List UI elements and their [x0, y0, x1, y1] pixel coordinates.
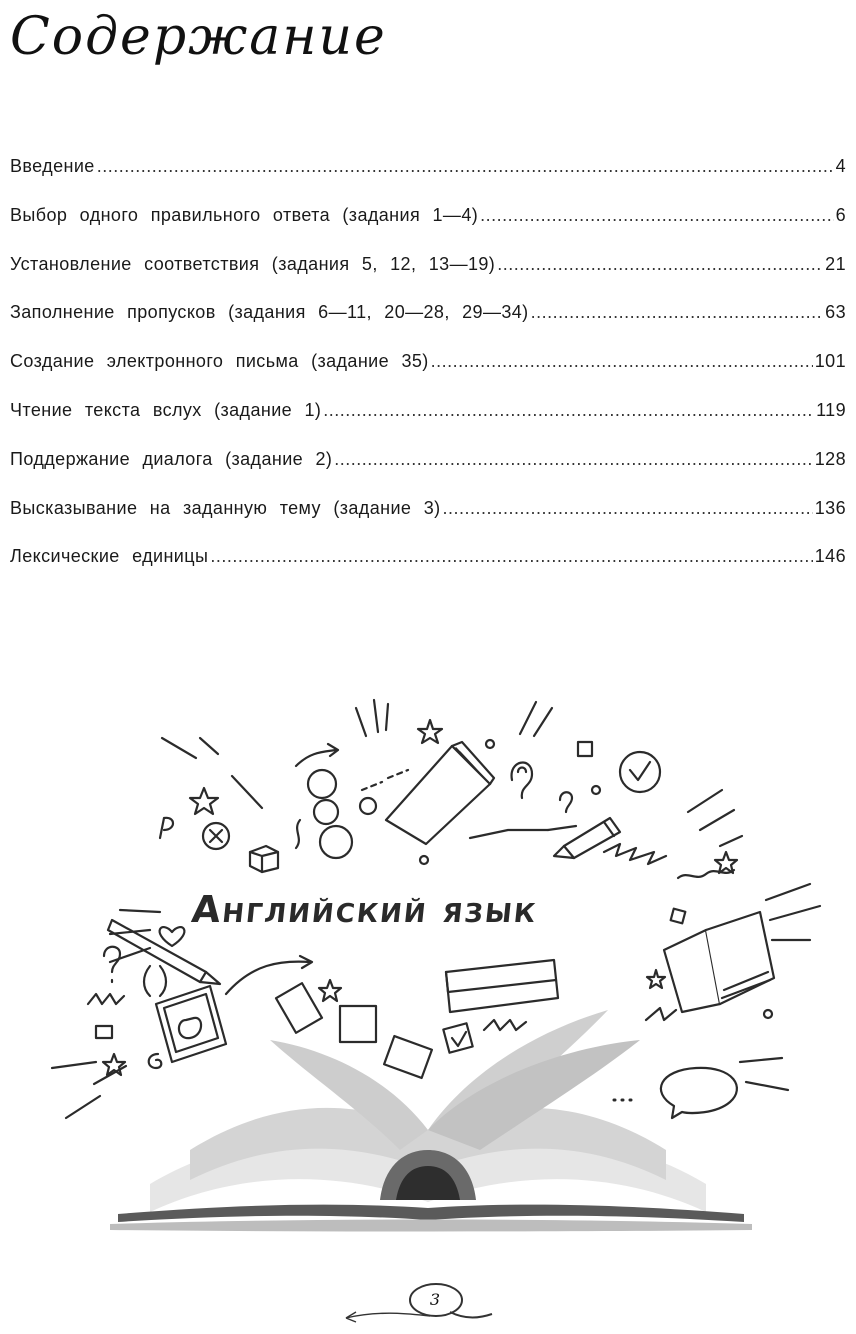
page-title: Содержание	[10, 7, 387, 67]
letter-p-doodle	[160, 818, 173, 838]
toc-leader-dots	[323, 400, 814, 421]
toc-leader-dots	[431, 351, 813, 372]
toc-entry[interactable]	[10, 205, 846, 254]
toc-entry-page: 63	[825, 302, 846, 323]
toc-entry-title: Создание электронного письма (задание 35)	[10, 351, 429, 372]
circle-doodle	[420, 856, 428, 864]
bracket-doodle	[144, 966, 166, 996]
toc-leader-dots	[443, 498, 813, 519]
toc-entry-title: Заполнение пропусков (задания 6—11, 20—28, 29—34)	[10, 302, 529, 323]
swirl-doodle	[296, 820, 300, 848]
circle-doodle	[314, 800, 338, 824]
toc-entry[interactable]	[10, 498, 846, 547]
zigzag-doodle	[646, 1008, 676, 1020]
toc-entry-title: Чтение текста вслух (задание 1)	[10, 399, 322, 420]
toc-entry-page: 21	[825, 253, 846, 274]
pencil-icon	[554, 818, 620, 858]
toc-leader-dots	[480, 205, 833, 226]
question-mark-icon	[560, 792, 572, 812]
toc-entry-page: 101	[814, 351, 846, 372]
square-doodle	[96, 1026, 112, 1038]
star-icon	[190, 788, 218, 814]
arrow-doodle	[548, 826, 576, 830]
speech-bubble-icon	[661, 1068, 737, 1118]
dash-line-doodle	[362, 770, 408, 790]
toc-entry[interactable]	[10, 254, 846, 303]
toc-entry-title: Высказывание на заданную тему (задание 3)	[10, 497, 441, 518]
square-doodle	[671, 909, 686, 924]
toc-leader-dots	[531, 302, 824, 323]
cube-icon	[250, 846, 278, 872]
circle-doodle	[360, 798, 376, 814]
toc-entry-page: 128	[814, 448, 846, 469]
zigzag-doodle	[484, 1020, 526, 1030]
ear-icon	[512, 763, 532, 798]
toc-entry-title: Введение	[10, 156, 95, 176]
open-book-icon	[664, 912, 774, 1012]
zigzag-doodle	[604, 844, 666, 864]
english-language-illustration	[0, 680, 856, 1240]
eraser-icon	[446, 960, 558, 1012]
toc-entry-title: Лексические единицы	[10, 546, 209, 567]
toc-entry-title: Установление соответствия (задания 5, 12, 13—19)	[10, 253, 496, 274]
circle-doodle	[486, 740, 494, 748]
squiggle-doodle	[678, 870, 734, 878]
book-icon	[386, 742, 494, 844]
circle-doodle	[764, 1010, 772, 1018]
toc-entry-page: 136	[814, 497, 846, 518]
circle-doodle	[320, 826, 352, 858]
star-icon	[319, 980, 341, 1001]
check-box-icon	[443, 1023, 472, 1052]
apple-photo-icon	[156, 986, 226, 1062]
toc-entry[interactable]	[10, 546, 846, 595]
toc-entry[interactable]	[10, 156, 846, 205]
toc-entry[interactable]	[10, 400, 846, 449]
arrow-doodle	[470, 830, 548, 838]
toc-entry-title: Выбор одного правильного ответа (задания 1—4)	[10, 204, 479, 225]
toc-entry-page: 6	[835, 204, 846, 225]
toc-leader-dots	[210, 546, 812, 567]
toc-entry-page: 146	[814, 546, 846, 567]
swirl-doodle	[149, 1054, 162, 1068]
toc-leader-dots	[97, 156, 834, 177]
page-number: 3	[429, 1290, 441, 1309]
note-card-doodle	[340, 1006, 376, 1042]
burst-lines-top	[356, 700, 552, 736]
table-of-contents	[10, 156, 846, 595]
zigzag-doodle	[88, 994, 124, 1004]
arrow-doodle	[226, 956, 312, 994]
heart-icon	[160, 927, 185, 946]
toc-entry-title: Поддержание диалога (задание 2)	[10, 448, 333, 469]
subject-banner: Английский язык	[189, 888, 540, 931]
toc-entry-page: 119	[816, 399, 846, 420]
star-icon	[418, 720, 442, 743]
toc-entry-page: 4	[835, 156, 846, 176]
arrow-doodle	[296, 744, 338, 766]
toc-leader-dots	[497, 254, 823, 275]
circle-doodle	[592, 786, 600, 794]
check-circle-icon	[620, 752, 660, 792]
square-doodle	[578, 742, 592, 756]
star-icon	[647, 970, 665, 988]
toc-leader-dots	[334, 449, 812, 470]
circle-doodle	[308, 770, 336, 798]
note-card-doodle	[384, 1036, 432, 1078]
note-card-doodle	[276, 983, 322, 1033]
toc-entry[interactable]	[10, 449, 846, 498]
toc-entry[interactable]	[10, 351, 846, 400]
toc-entry[interactable]	[10, 302, 846, 351]
question-mark-icon	[104, 947, 120, 982]
